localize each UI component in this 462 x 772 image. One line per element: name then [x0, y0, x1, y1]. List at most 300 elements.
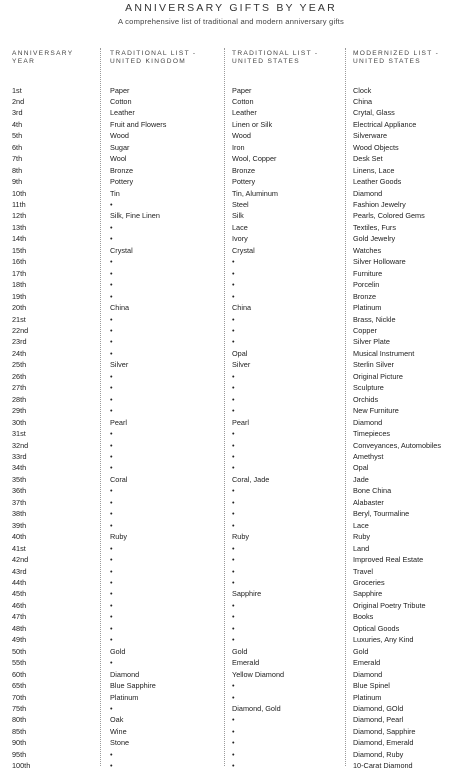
- us-gift-cell: Steel: [232, 200, 249, 210]
- modern-gift-cell: Travel: [353, 566, 374, 576]
- year-cell: 95th: [12, 749, 27, 759]
- modern-gift-cell: Diamond: [353, 669, 383, 679]
- uk-gift-cell: •: [110, 383, 113, 393]
- year-cell: 44th: [12, 577, 27, 587]
- uk-gift-cell: •: [110, 463, 113, 473]
- modern-gift-cell: Sterlin Silver: [353, 360, 394, 370]
- uk-gift-cell: Tin: [110, 188, 120, 198]
- modern-gift-cell: Leather Goods: [353, 177, 402, 187]
- uk-gift-cell: •: [110, 440, 113, 450]
- year-cell: 16th: [12, 257, 27, 267]
- table-row: [0, 153, 462, 164]
- modern-gift-cell: Bronze: [353, 291, 377, 301]
- year-cell: 55th: [12, 658, 27, 668]
- uk-gift-cell: •: [110, 326, 113, 336]
- header-traditional-us: TRADITIONAL LIST - UNITED STATES: [232, 50, 319, 65]
- uk-gift-cell: •: [110, 486, 113, 496]
- us-gift-cell: Sapphire: [232, 589, 262, 599]
- modern-gift-cell: Brass, Nickle: [353, 314, 396, 324]
- us-gift-cell: •: [232, 440, 235, 450]
- us-gift-cell: Diamond, Gold: [232, 703, 281, 713]
- us-gift-cell: Gold: [232, 646, 248, 656]
- year-cell: 32nd: [12, 440, 29, 450]
- modern-gift-cell: Alabaster: [353, 497, 384, 507]
- us-gift-cell: •: [232, 520, 235, 530]
- modern-gift-cell: Silver Plate: [353, 337, 390, 347]
- us-gift-cell: Iron: [232, 142, 245, 152]
- table-row: [0, 462, 462, 473]
- uk-gift-cell: •: [110, 234, 113, 244]
- table-row: [0, 657, 462, 668]
- header-modernized-us: MODERNIZED LIST - UNITED STATES: [353, 50, 440, 65]
- us-gift-cell: •: [232, 452, 235, 461]
- uk-gift-cell: •: [110, 520, 113, 530]
- uk-gift-cell: •: [110, 555, 113, 565]
- table-row: [0, 646, 462, 657]
- year-cell: 39th: [12, 520, 27, 530]
- modern-gift-cell: Diamond, Pearl: [353, 715, 404, 725]
- us-gift-cell: •: [232, 429, 235, 439]
- us-gift-cell: •: [232, 497, 235, 507]
- year-cell: 8th: [12, 165, 23, 175]
- us-gift-cell: Tin, Aluminum: [232, 188, 278, 198]
- table-row: [0, 371, 462, 382]
- table-row: [0, 210, 462, 221]
- uk-gift-cell: Diamond: [110, 669, 140, 679]
- year-cell: 70th: [12, 692, 27, 702]
- us-gift-cell: Yellow Diamond: [232, 669, 285, 679]
- uk-gift-cell: •: [110, 280, 113, 290]
- table-row: [0, 692, 462, 703]
- table-row: [0, 508, 462, 519]
- table-row: [0, 554, 462, 565]
- year-cell: 14th: [12, 234, 27, 244]
- table-row: [0, 279, 462, 290]
- us-gift-cell: Silk: [232, 211, 244, 221]
- table-row: [0, 749, 462, 760]
- table-row: [0, 737, 462, 748]
- table-row: [0, 703, 462, 714]
- gift-table: [0, 85, 462, 772]
- table-row: [0, 233, 462, 244]
- year-cell: 9th: [12, 177, 23, 187]
- modern-gift-cell: Amethyst: [353, 452, 384, 461]
- table-row: [0, 245, 462, 256]
- year-cell: 18th: [12, 280, 27, 290]
- year-cell: 5th: [12, 131, 23, 141]
- modern-gift-cell: Platinum: [353, 303, 382, 313]
- us-gift-cell: •: [232, 692, 235, 702]
- us-gift-cell: Silver: [232, 360, 251, 370]
- year-cell: 47th: [12, 612, 27, 622]
- table-row: [0, 142, 462, 153]
- year-cell: 45th: [12, 589, 27, 599]
- table-row: [0, 336, 462, 347]
- year-cell: 37th: [12, 497, 27, 507]
- modern-gift-cell: Textiles, Furs: [353, 222, 396, 232]
- us-gift-cell: Pottery: [232, 177, 256, 187]
- table-row: [0, 577, 462, 588]
- us-gift-cell: Pearl: [232, 417, 250, 427]
- us-gift-cell: Leather: [232, 108, 257, 118]
- year-cell: 46th: [12, 600, 27, 610]
- year-cell: 4th: [12, 119, 23, 129]
- uk-gift-cell: Blue Sapphire: [110, 681, 156, 691]
- table-row: [0, 417, 462, 428]
- table-row: [0, 176, 462, 187]
- uk-gift-cell: Leather: [110, 108, 135, 118]
- year-cell: 23rd: [12, 337, 27, 347]
- uk-gift-cell: •: [110, 509, 113, 519]
- table-row: [0, 96, 462, 107]
- us-gift-cell: •: [232, 486, 235, 496]
- uk-gift-cell: Crystal: [110, 245, 133, 255]
- uk-gift-cell: •: [110, 761, 113, 771]
- uk-gift-cell: •: [110, 658, 113, 668]
- uk-gift-cell: Pottery: [110, 177, 134, 187]
- year-cell: 20th: [12, 303, 27, 313]
- uk-gift-cell: •: [110, 348, 113, 358]
- us-gift-cell: •: [232, 715, 235, 725]
- us-gift-cell: •: [232, 600, 235, 610]
- us-gift-cell: •: [232, 326, 235, 336]
- table-row: [0, 726, 462, 737]
- modern-gift-cell: Gold: [353, 646, 369, 656]
- us-gift-cell: Coral, Jade: [232, 474, 270, 484]
- uk-gift-cell: •: [110, 452, 113, 461]
- table-row: [0, 188, 462, 199]
- table-row: [0, 669, 462, 680]
- us-gift-cell: •: [232, 337, 235, 347]
- uk-gift-cell: Ruby: [110, 532, 128, 542]
- uk-gift-cell: •: [110, 257, 113, 267]
- year-cell: 40th: [12, 532, 27, 542]
- uk-gift-cell: Bronze: [110, 165, 134, 175]
- uk-gift-cell: •: [110, 543, 113, 553]
- year-cell: 33rd: [12, 452, 27, 461]
- table-row: [0, 760, 462, 771]
- year-cell: 12th: [12, 211, 27, 221]
- modern-gift-cell: New Furniture: [353, 406, 399, 416]
- page-subtitle: A comprehensive list of traditional and modern anniversary gifts: [118, 17, 344, 26]
- us-gift-cell: Lace: [232, 222, 248, 232]
- modern-gift-cell: Jade: [353, 474, 369, 484]
- us-gift-cell: •: [232, 543, 235, 553]
- us-gift-cell: •: [232, 314, 235, 324]
- table-row: [0, 199, 462, 210]
- us-gift-cell: •: [232, 738, 235, 748]
- table-row: [0, 314, 462, 325]
- modern-gift-cell: Diamond, Ruby: [353, 749, 404, 759]
- year-cell: 29th: [12, 406, 27, 416]
- table-row: [0, 302, 462, 313]
- us-gift-cell: Cotton: [232, 96, 254, 106]
- table-row: [0, 222, 462, 233]
- modern-gift-cell: Furniture: [353, 268, 383, 278]
- us-gift-cell: •: [232, 726, 235, 736]
- us-gift-cell: Linen or Silk: [232, 119, 273, 129]
- modern-gift-cell: Diamond, Emerald: [353, 738, 414, 748]
- table-row: [0, 588, 462, 599]
- modern-gift-cell: Lace: [353, 520, 369, 530]
- uk-gift-cell: •: [110, 703, 113, 713]
- uk-gift-cell: •: [110, 337, 113, 347]
- table-row: [0, 566, 462, 577]
- us-gift-cell: •: [232, 394, 235, 404]
- uk-gift-cell: •: [110, 429, 113, 439]
- year-cell: 15th: [12, 245, 27, 255]
- year-cell: 34th: [12, 463, 27, 473]
- us-gift-cell: •: [232, 635, 235, 645]
- header-traditional-uk: TRADITIONAL LIST - UNITED KINGDOM: [110, 50, 197, 65]
- modern-gift-cell: Original Picture: [353, 371, 403, 381]
- modern-gift-cell: Fashion Jewelry: [353, 200, 406, 210]
- year-cell: 17th: [12, 268, 27, 278]
- year-cell: 50th: [12, 646, 27, 656]
- uk-gift-cell: •: [110, 612, 113, 622]
- modern-gift-cell: Diamond: [353, 417, 383, 427]
- uk-gift-cell: •: [110, 268, 113, 278]
- table-row: [0, 256, 462, 267]
- us-gift-cell: •: [232, 555, 235, 565]
- modern-gift-cell: Improved Real Estate: [353, 555, 424, 565]
- modern-gift-cell: Clock: [353, 85, 372, 95]
- modern-gift-cell: Timepieces: [353, 429, 391, 439]
- modern-gift-cell: Optical Goods: [353, 623, 400, 633]
- page-title: ANNIVERSARY GIFTS BY YEAR: [125, 2, 337, 14]
- us-gift-cell: Opal: [232, 348, 248, 358]
- us-gift-cell: •: [232, 463, 235, 473]
- uk-gift-cell: •: [110, 291, 113, 301]
- modern-gift-cell: Silver Holloware: [353, 257, 406, 267]
- year-cell: 3rd: [12, 108, 23, 118]
- uk-gift-cell: Silver: [110, 360, 129, 370]
- modern-gift-cell: China: [353, 96, 373, 106]
- year-cell: 41st: [12, 543, 26, 553]
- modern-gift-cell: Copper: [353, 326, 377, 336]
- uk-gift-cell: Platinum: [110, 692, 139, 702]
- table-row: [0, 600, 462, 611]
- uk-gift-cell: •: [110, 314, 113, 324]
- year-cell: 11th: [12, 200, 26, 210]
- year-cell: 28th: [12, 394, 27, 404]
- uk-gift-cell: •: [110, 406, 113, 416]
- modern-gift-cell: Original Poetry Tribute: [353, 600, 426, 610]
- year-cell: 43rd: [12, 566, 27, 576]
- year-cell: 2nd: [12, 96, 25, 106]
- table-row: [0, 428, 462, 439]
- year-cell: 85th: [12, 726, 27, 736]
- year-cell: 6th: [12, 142, 23, 152]
- modern-gift-cell: Crytal, Glass: [353, 108, 395, 118]
- modern-gift-cell: Pearls, Colored Gems: [353, 211, 425, 221]
- table-row: [0, 165, 462, 176]
- modern-gift-cell: Books: [353, 612, 374, 622]
- year-cell: 7th: [12, 154, 23, 164]
- uk-gift-cell: •: [110, 566, 113, 576]
- table-row: [0, 268, 462, 279]
- uk-gift-cell: Wool: [110, 154, 127, 164]
- table-row: [0, 680, 462, 691]
- us-gift-cell: •: [232, 749, 235, 759]
- modern-gift-cell: Platinum: [353, 692, 382, 702]
- year-cell: 25th: [12, 360, 27, 370]
- year-cell: 13th: [12, 222, 27, 232]
- table-row: [0, 85, 462, 96]
- modern-gift-cell: Beryl, Tourmaline: [353, 509, 410, 519]
- uk-gift-cell: •: [110, 577, 113, 587]
- year-cell: 48th: [12, 623, 27, 633]
- table-row: [0, 130, 462, 141]
- uk-gift-cell: •: [110, 371, 113, 381]
- table-row: [0, 440, 462, 451]
- table-row: [0, 714, 462, 725]
- year-cell: 22nd: [12, 326, 29, 336]
- uk-gift-cell: Cotton: [110, 96, 132, 106]
- modern-gift-cell: Sapphire: [353, 589, 383, 599]
- modern-gift-cell: Electrical Appliance: [353, 119, 417, 129]
- year-cell: 80th: [12, 715, 27, 725]
- uk-gift-cell: •: [110, 600, 113, 610]
- uk-gift-cell: Coral: [110, 474, 128, 484]
- uk-gift-cell: •: [110, 200, 113, 210]
- uk-gift-cell: •: [110, 497, 113, 507]
- us-gift-cell: •: [232, 280, 235, 290]
- uk-gift-cell: Fruit and Flowers: [110, 119, 167, 129]
- modern-gift-cell: Desk Set: [353, 154, 383, 164]
- year-cell: 35th: [12, 474, 27, 484]
- us-gift-cell: •: [232, 406, 235, 416]
- header-anniversary-year: ANNIVERSARY YEAR: [12, 50, 74, 65]
- modern-gift-cell: Wood Objects: [353, 142, 399, 152]
- table-row: [0, 291, 462, 302]
- modern-gift-cell: Silverware: [353, 131, 388, 141]
- modern-gift-cell: Gold Jewelry: [353, 234, 396, 244]
- us-gift-cell: •: [232, 681, 235, 691]
- modern-gift-cell: Musical Instrument: [353, 348, 415, 358]
- uk-gift-cell: Stone: [110, 738, 130, 748]
- table-row: [0, 531, 462, 542]
- uk-gift-cell: •: [110, 589, 113, 599]
- modern-gift-cell: Orchids: [353, 394, 379, 404]
- year-cell: 75th: [12, 703, 27, 713]
- uk-gift-cell: •: [110, 623, 113, 633]
- modern-gift-cell: Diamond, Sapphire: [353, 726, 416, 736]
- us-gift-cell: •: [232, 291, 235, 301]
- modern-gift-cell: Luxuries, Any Kind: [353, 635, 414, 645]
- table-row: [0, 382, 462, 393]
- year-cell: 31st: [12, 429, 26, 439]
- table-row: [0, 359, 462, 370]
- table-row: [0, 394, 462, 405]
- us-gift-cell: Crystal: [232, 245, 255, 255]
- us-gift-cell: •: [232, 577, 235, 587]
- us-gift-cell: Wood: [232, 131, 251, 141]
- year-cell: 24th: [12, 348, 27, 358]
- uk-gift-cell: China: [110, 303, 130, 313]
- modern-gift-cell: Sculpture: [353, 383, 384, 393]
- us-gift-cell: •: [232, 623, 235, 633]
- year-cell: 49th: [12, 635, 27, 645]
- table-row: [0, 634, 462, 645]
- year-cell: 19th: [12, 291, 27, 301]
- table-row: [0, 451, 462, 462]
- us-gift-cell: Ruby: [232, 532, 250, 542]
- uk-gift-cell: Wood: [110, 131, 129, 141]
- us-gift-cell: •: [232, 612, 235, 622]
- table-row: [0, 107, 462, 118]
- us-gift-cell: Paper: [232, 85, 252, 95]
- uk-gift-cell: Sugar: [110, 142, 130, 152]
- table-row: [0, 348, 462, 359]
- year-cell: 42nd: [12, 555, 29, 565]
- modern-gift-cell: Bone China: [353, 486, 392, 496]
- year-cell: 30th: [12, 417, 27, 427]
- year-cell: 10th: [12, 188, 27, 198]
- uk-gift-cell: •: [110, 635, 113, 645]
- modern-gift-cell: Conveyances, Automobiles: [353, 440, 442, 450]
- table-row: [0, 405, 462, 416]
- us-gift-cell: Wool, Copper: [232, 154, 277, 164]
- modern-gift-cell: Land: [353, 543, 370, 553]
- us-gift-cell: Ivory: [232, 234, 248, 244]
- modern-gift-cell: Opal: [353, 463, 369, 473]
- uk-gift-cell: Pearl: [110, 417, 128, 427]
- modern-gift-cell: Watches: [353, 245, 382, 255]
- year-cell: 65th: [12, 681, 27, 691]
- uk-gift-cell: Oak: [110, 715, 124, 725]
- modern-gift-cell: Linens, Lace: [353, 165, 395, 175]
- year-cell: 27th: [12, 383, 27, 393]
- uk-gift-cell: Paper: [110, 85, 130, 95]
- year-cell: 36th: [12, 486, 27, 496]
- us-gift-cell: Bronze: [232, 165, 256, 175]
- modern-gift-cell: Porcelin: [353, 280, 380, 290]
- table-row: [0, 623, 462, 634]
- year-cell: 90th: [12, 738, 27, 748]
- year-cell: 26th: [12, 371, 27, 381]
- table-row: [0, 485, 462, 496]
- uk-gift-cell: Wine: [110, 726, 127, 736]
- us-gift-cell: •: [232, 371, 235, 381]
- table-row: [0, 611, 462, 622]
- table-row: [0, 543, 462, 554]
- year-cell: 1st: [12, 85, 22, 95]
- modern-gift-cell: Groceries: [353, 577, 385, 587]
- modern-gift-cell: 10-Carat Diamond: [353, 761, 413, 771]
- year-cell: 21st: [12, 314, 26, 324]
- uk-gift-cell: Gold: [110, 646, 126, 656]
- uk-gift-cell: •: [110, 394, 113, 404]
- us-gift-cell: Emerald: [232, 658, 260, 668]
- us-gift-cell: •: [232, 761, 235, 771]
- table-row: [0, 119, 462, 130]
- us-gift-cell: •: [232, 268, 235, 278]
- modern-gift-cell: Diamond, GOld: [353, 703, 404, 713]
- modern-gift-cell: Emerald: [353, 658, 381, 668]
- uk-gift-cell: •: [110, 749, 113, 759]
- us-gift-cell: China: [232, 303, 252, 313]
- table-row: [0, 520, 462, 531]
- uk-gift-cell: •: [110, 222, 113, 232]
- modern-gift-cell: Ruby: [353, 532, 371, 542]
- year-cell: 60th: [12, 669, 27, 679]
- us-gift-cell: •: [232, 257, 235, 267]
- modern-gift-cell: Blue Spinel: [353, 681, 390, 691]
- us-gift-cell: •: [232, 566, 235, 576]
- table-row: [0, 497, 462, 508]
- modern-gift-cell: Diamond: [353, 188, 383, 198]
